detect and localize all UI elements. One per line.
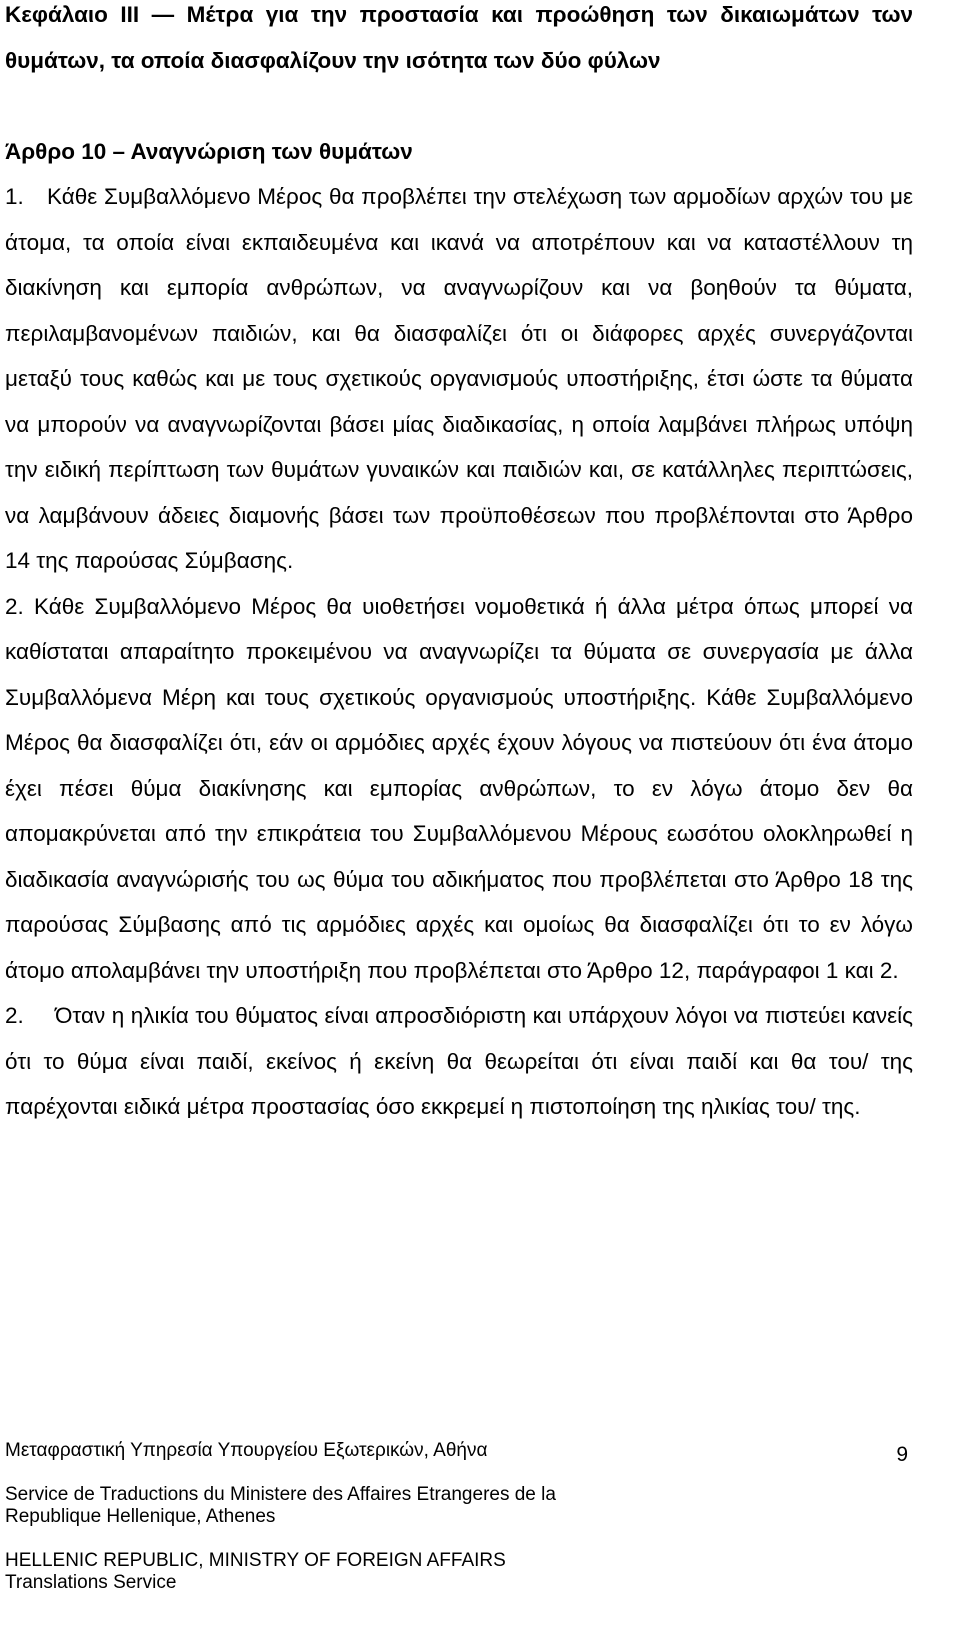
paragraph-text: Κάθε Συμβαλλόμενο Μέρος θα υιοθετήσει νομοθετικά ή άλλα μέτρα όπως μπορεί να καθίσταται απαραίτητο προκειμένου να αναγνωρίζει τα θύματα σε συνεργασία με άλλα Συμβαλλόμενα Μέρη και τους σχετικούς οργανισμούς υποστήριξης. Κάθε Συμβαλλόμενο Μέρος θα διασφαλίζει ότι, εάν οι αρμόδιες αρχές έχουν λόγους να πιστεύουν ότι ένα άτομο έχει πέσει θύμα διακίνησης και εμπορίας ανθρώπων, το εν λόγω άτομο δεν θα απομακρύνεται από την επικράτεια του Συμβαλλόμενου Μέρους εωσότου ολοκληρωθεί η διαδικασία αναγνώρισής του ως θύμα του αδικήματος που προβλέπεται στο Άρθρο 18 της παρούσας Σύμβασης από τις αρμόδιες αρχές και ομοίως θα διασφαλίζει ότι το εν λόγω άτομο απολαμβάνει την υποστήριξη που προβλέπεται στο Άρθρο 12, παράγραφοι 1 και 2. — [5, 593, 913, 983]
paragraph-number: 2. — [5, 1003, 24, 1028]
paragraph-2 — [5, 584, 913, 994]
footer-english-block — [5, 1550, 913, 1594]
footer-english-line-1: HELLENIC REPUBLIC, MINISTRY OF FOREIGN AFFAIRS — [5, 1550, 506, 1571]
footer-greek-row — [5, 1440, 913, 1466]
footer-french-line-1: Service de Traductions du Ministere des Affaires Etrangeres de la — [5, 1484, 556, 1505]
blank-line — [5, 83, 913, 129]
article-heading: Άρθρο 10 – Αναγνώριση των θυμάτων — [5, 138, 413, 164]
page-number: 9 — [896, 1443, 908, 1466]
chapter-heading: Κεφάλαιο ΙΙΙ — Μέτρα για την προστασία και προώθηση των δικαιωμάτων των θυμάτων, τα οποία διασφαλίζουν την ισότητα των δύο φύλων — [5, 2, 913, 73]
paragraph-3 — [5, 993, 913, 1130]
paragraph-text: Όταν η ηλικία του θύματος είναι απροσδιόριστη και υπάρχουν λόγοι να πιστεύει κανείς ότι το θύμα είναι παιδί, εκείνος ή εκείνη θα θεωρείται ότι είναι παιδί και θα του/ της παρέχονται ειδικά μέτρα προστασίας όσο εκκρεμεί η πιστοποίηση της ηλικίας του/ της. — [5, 1003, 913, 1119]
footer-greek-line: Μεταφραστική Υπηρεσία Υπουργείου Εξωτερικών, Αθήνα — [5, 1440, 488, 1461]
footer-french-line-2: Republique Hellenique, Athenes — [5, 1506, 276, 1527]
footer-french-block — [5, 1484, 913, 1528]
paragraph-1 — [5, 174, 913, 584]
paragraph-number: 1. — [5, 184, 24, 209]
body-text — [5, 0, 913, 1130]
footer-english-line-2: Translations Service — [5, 1572, 177, 1593]
paragraph-number: 2. — [5, 593, 24, 619]
paragraph-text: Κάθε Συμβαλλόμενο Μέρος θα προβλέπει την στελέχωση των αρμοδίων αρχών του με άτομα, τα οποία είναι εκπαιδευμένα και ικανά να αποτρέπουν και να καταστέλλουν τη διακίνηση και εμπορία ανθρώπων, να αναγνωρίζουν και να βοηθούν τα θύματα, περιλαμβανομένων παιδιών, και θα διασφαλίζει ότι οι διάφορες αρχές συνεργάζονται μεταξύ τους καθώς και με τους σχετικούς οργανισμούς υποστήριξης, έτσι ώστε τα θύματα να μπορούν να αναγνωρίζονται βάσει μίας διαδικασίας, η οποία λαμβάνει πλήρως υπόψη την ειδική περίπτωση των θυμάτων γυναικών και παιδιών και, σε κατάλληλες περιπτώσεις, να λαμβάνουν άδειες διαμονής βάσει των προϋποθέσεων που προβλέπονται στο Άρθρο 14 της παρούσας Σύμβασης. — [5, 184, 913, 573]
page-footer — [5, 1440, 913, 1594]
